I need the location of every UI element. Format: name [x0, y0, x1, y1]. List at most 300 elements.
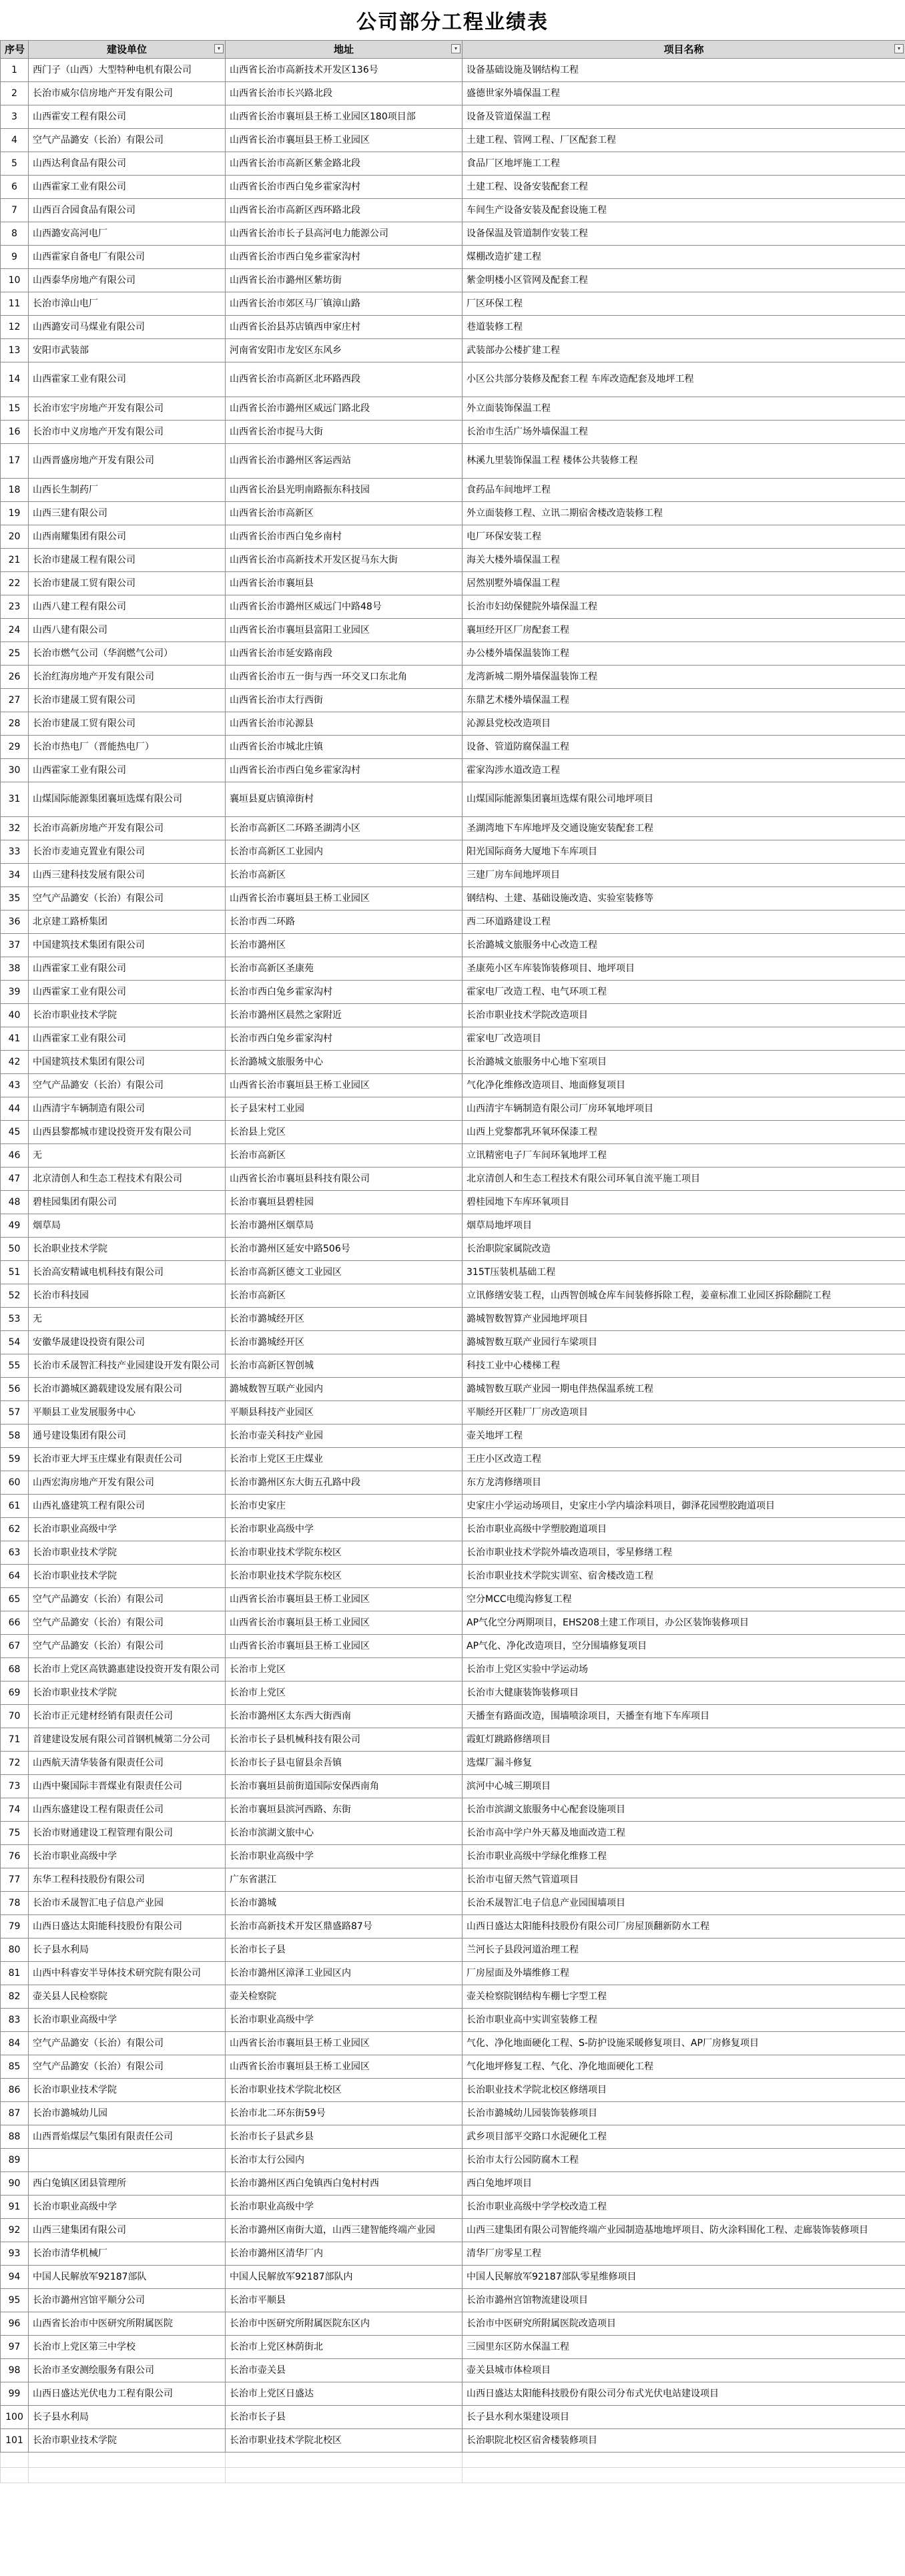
cell-no[interactable]: 38 [1, 957, 29, 981]
cell-no[interactable]: 33 [1, 840, 29, 864]
table-row[interactable] [1, 1518, 905, 1541]
cell-project[interactable]: 盛德世家外墙保温工程 [463, 82, 905, 105]
table-row[interactable] [1, 1308, 905, 1331]
cell-no[interactable]: 28 [1, 712, 29, 736]
cell-unit[interactable]: 长治市职业技术学院 [29, 1541, 226, 1565]
cell-project[interactable]: 中国人民解放军92187部队零星维修项目 [463, 2266, 905, 2289]
table-row[interactable] [1, 1121, 905, 1144]
cell-unit[interactable]: 山西八建有限公司 [29, 619, 226, 642]
cell-address[interactable]: 长治市上党区 [226, 1682, 463, 1705]
cell-address[interactable]: 山西省长治市五一街与西一环交叉口东北角 [226, 666, 463, 689]
cell-no[interactable]: 79 [1, 1915, 29, 1939]
cell-project[interactable]: 紫金明楼小区管网及配套工程 [463, 269, 905, 292]
table-row[interactable] [1, 1214, 905, 1238]
cell-no[interactable]: 15 [1, 397, 29, 421]
cell-no[interactable]: 66 [1, 1611, 29, 1635]
cell-address[interactable]: 长治市高新区 [226, 864, 463, 887]
cell-no[interactable]: 42 [1, 1051, 29, 1074]
cell-unit[interactable]: 长子县水利局 [29, 1939, 226, 1962]
cell-no[interactable]: 46 [1, 1144, 29, 1168]
cell-no[interactable]: 81 [1, 1962, 29, 1985]
cell-no[interactable]: 31 [1, 782, 29, 817]
cell-project[interactable]: 山西日盛达太阳能科技股份有限公司分布式光伏电站建设项目 [463, 2382, 905, 2406]
cell-address[interactable]: 长治市职业技术学院北校区 [226, 2079, 463, 2102]
cell-address[interactable]: 长治市西二环路 [226, 911, 463, 934]
cell-project[interactable]: 山煤国际能源集团襄垣选煤有限公司地坪项目 [463, 782, 905, 817]
table-row[interactable] [1, 1051, 905, 1074]
table-row[interactable] [1, 817, 905, 840]
table-row[interactable] [1, 1425, 905, 1448]
table-row[interactable] [1, 1074, 905, 1097]
cell-address[interactable]: 山西省长治市襄垣县富阳工业园区 [226, 619, 463, 642]
cell-project[interactable]: 巷道装修工程 [463, 316, 905, 339]
table-row[interactable] [1, 642, 905, 666]
header-no[interactable] [1, 41, 29, 59]
table-row[interactable] [1, 2032, 905, 2055]
table-row[interactable] [1, 339, 905, 362]
cell-project[interactable]: 史家庄小学运动场项目，史家庄小学内墙涂料项目，御泽花园塑胶跑道项目 [463, 1495, 905, 1518]
cell-address[interactable]: 山西省长治市襄垣县王桥工业园区 [226, 887, 463, 911]
cell-address[interactable]: 长治市上党区王庄煤业 [226, 1448, 463, 1471]
cell-project[interactable]: 山西上党黎都乳环氧环保漆工程 [463, 1121, 905, 1144]
table-row[interactable] [1, 1261, 905, 1284]
empty-cell[interactable] [1, 2453, 29, 2468]
cell-address[interactable]: 长治市潞城 [226, 1892, 463, 1915]
cell-no[interactable]: 7 [1, 199, 29, 222]
table-row[interactable] [1, 176, 905, 199]
cell-unit[interactable]: 长治市潞城区潞载建设发展有限公司 [29, 1378, 226, 1401]
cell-project[interactable]: 潞城智数互联产业园一期电伴热保温系统工程 [463, 1378, 905, 1401]
cell-no[interactable]: 88 [1, 2125, 29, 2149]
cell-project[interactable]: 长治市上党区实验中学运动场 [463, 1658, 905, 1682]
cell-unit[interactable]: 长治市职业技术学院 [29, 1682, 226, 1705]
cell-project[interactable]: 长治职院北校区宿舍楼装修项目 [463, 2429, 905, 2453]
cell-no[interactable]: 8 [1, 222, 29, 246]
cell-address[interactable]: 襄垣县夏店镇漳街村 [226, 782, 463, 817]
cell-no[interactable]: 90 [1, 2172, 29, 2196]
cell-project[interactable]: 煤棚改造扩建工程 [463, 246, 905, 269]
cell-unit[interactable]: 长治市高新房地产开发有限公司 [29, 817, 226, 840]
cell-address[interactable]: 山西省长治市潞州区客运西站 [226, 444, 463, 479]
cell-unit[interactable]: 东华工程科技股份有限公司 [29, 1868, 226, 1892]
cell-no[interactable]: 77 [1, 1868, 29, 1892]
cell-address[interactable]: 山西省长治市襄垣县王桥工业园区 [226, 1074, 463, 1097]
cell-address[interactable]: 山西省长治县光明南路振东科技园 [226, 479, 463, 502]
cell-project[interactable]: 设备、管道防腐保温工程 [463, 736, 905, 759]
cell-project[interactable]: 霍家电厂改造项目 [463, 1027, 905, 1051]
cell-address[interactable]: 长治市上党区日盛达 [226, 2382, 463, 2406]
cell-unit[interactable]: 长治市职业技术学院 [29, 2079, 226, 2102]
table-row[interactable] [1, 1331, 905, 1354]
cell-address[interactable]: 山西省长治市襄垣县王桥工业园区 [226, 2055, 463, 2079]
cell-address[interactable]: 长治市职业高级中学 [226, 1845, 463, 1868]
cell-no[interactable]: 29 [1, 736, 29, 759]
cell-unit[interactable]: 长治市中义房地产开发有限公司 [29, 421, 226, 444]
cell-project[interactable]: 长治市大健康装饰装修项目 [463, 1682, 905, 1705]
cell-project[interactable]: 阳光国际商务大厦地下车库项目 [463, 840, 905, 864]
cell-no[interactable]: 16 [1, 421, 29, 444]
cell-project[interactable]: 三建厂房车间地坪项目 [463, 864, 905, 887]
cell-project[interactable]: 壶关地坪工程 [463, 1425, 905, 1448]
table-row[interactable] [1, 1541, 905, 1565]
table-row[interactable] [1, 1495, 905, 1518]
table-row[interactable] [1, 1168, 905, 1191]
cell-no[interactable]: 18 [1, 479, 29, 502]
cell-no[interactable]: 63 [1, 1541, 29, 1565]
cell-no[interactable]: 6 [1, 176, 29, 199]
cell-no[interactable]: 68 [1, 1658, 29, 1682]
table-row[interactable] [1, 1097, 905, 1121]
cell-no[interactable]: 35 [1, 887, 29, 911]
cell-no[interactable]: 87 [1, 2102, 29, 2125]
cell-unit[interactable]: 北京建工路桥集团 [29, 911, 226, 934]
table-row[interactable] [1, 1471, 905, 1495]
cell-address[interactable]: 长治市高新区智创城 [226, 1354, 463, 1378]
table-row[interactable] [1, 2009, 905, 2032]
cell-no[interactable]: 65 [1, 1588, 29, 1611]
table-row[interactable] [1, 2382, 905, 2406]
cell-project[interactable]: 长治职业技术学院北校区修缮项目 [463, 2079, 905, 2102]
table-row[interactable] [1, 2429, 905, 2453]
cell-unit[interactable]: 山西东盛建设工程有限责任公司 [29, 1798, 226, 1822]
cell-address[interactable]: 山西省长治市长兴路北段 [226, 82, 463, 105]
cell-no[interactable]: 23 [1, 595, 29, 619]
cell-project[interactable]: AP气化空分两期项目，EHS208土建工作项目，办公区装饰装修项目 [463, 1611, 905, 1635]
cell-no[interactable]: 3 [1, 105, 29, 129]
empty-row[interactable] [1, 2468, 905, 2483]
cell-address[interactable]: 长治市长子县武乡县 [226, 2125, 463, 2149]
empty-cell[interactable] [29, 2453, 226, 2468]
table-row[interactable] [1, 549, 905, 572]
cell-no[interactable]: 84 [1, 2032, 29, 2055]
table-row[interactable] [1, 1962, 905, 1985]
cell-unit[interactable]: 山西三建科技发展有限公司 [29, 864, 226, 887]
cell-no[interactable]: 22 [1, 572, 29, 595]
cell-no[interactable]: 83 [1, 2009, 29, 2032]
cell-no[interactable]: 60 [1, 1471, 29, 1495]
cell-no[interactable]: 97 [1, 2336, 29, 2359]
table-row[interactable] [1, 1868, 905, 1892]
cell-no[interactable]: 21 [1, 549, 29, 572]
cell-project[interactable]: 电厂环保安装工程 [463, 525, 905, 549]
cell-address[interactable]: 长治市滨湖文旅中心 [226, 1822, 463, 1845]
cell-unit[interactable]: 山西中科睿安半导体技术研究院有限公司 [29, 1962, 226, 1985]
table-row[interactable] [1, 1775, 905, 1798]
cell-unit[interactable]: 空气产品潞安（长治）有限公司 [29, 129, 226, 152]
cell-no[interactable]: 71 [1, 1728, 29, 1752]
cell-no[interactable]: 27 [1, 689, 29, 712]
empty-cell[interactable] [463, 2453, 905, 2468]
cell-project[interactable]: 西白兔地坪项目 [463, 2172, 905, 2196]
cell-address[interactable]: 长治市潞州区延安中路506号 [226, 1238, 463, 1261]
cell-unit[interactable]: 长治市职业高级中学 [29, 1845, 226, 1868]
cell-unit[interactable]: 山西霍家工业有限公司 [29, 362, 226, 397]
table-row[interactable] [1, 1658, 905, 1682]
cell-address[interactable]: 长治市壶关县 [226, 2359, 463, 2382]
cell-unit[interactable]: 长治市禾晟智汇科技产业园建设开发有限公司 [29, 1354, 226, 1378]
table-row[interactable] [1, 1144, 905, 1168]
cell-unit[interactable]: 山西霍安工程有限公司 [29, 105, 226, 129]
table-row[interactable] [1, 129, 905, 152]
cell-unit[interactable]: 山西晋盛房地产开发有限公司 [29, 444, 226, 479]
cell-address[interactable]: 长治市潞州区 [226, 934, 463, 957]
cell-unit[interactable]: 长治市建晟工贸有限公司 [29, 712, 226, 736]
cell-project[interactable]: 立讯修缮安装工程，山西智创城仓库车间装修拆除工程，姜童标准工业园区拆除翻院工程 [463, 1284, 905, 1308]
cell-unit[interactable]: 中国建筑技术集团有限公司 [29, 934, 226, 957]
cell-no[interactable]: 10 [1, 269, 29, 292]
cell-unit[interactable]: 长治市宏宇房地产开发有限公司 [29, 397, 226, 421]
cell-project[interactable]: 长治市太行公园防腐木工程 [463, 2149, 905, 2172]
cell-no[interactable]: 25 [1, 642, 29, 666]
table-row[interactable] [1, 840, 905, 864]
cell-unit[interactable]: 空气产品潞安（长治）有限公司 [29, 887, 226, 911]
cell-no[interactable]: 12 [1, 316, 29, 339]
cell-unit[interactable]: 长治市职业高级中学 [29, 2196, 226, 2219]
cell-project[interactable]: 气化、净化地面硬化工程、S-防护设施采暖修复项目、AP厂房修复项目 [463, 2032, 905, 2055]
cell-address[interactable]: 长治市长子县屯留县余吾镇 [226, 1752, 463, 1775]
cell-no[interactable]: 39 [1, 981, 29, 1004]
cell-unit[interactable]: 山西八建工程有限公司 [29, 595, 226, 619]
cell-no[interactable]: 1 [1, 59, 29, 82]
cell-unit[interactable] [29, 2149, 226, 2172]
cell-no[interactable]: 67 [1, 1635, 29, 1658]
cell-address[interactable]: 山西省长治市西白兔乡南村 [226, 525, 463, 549]
cell-address[interactable]: 山西省长治市襄垣县王桥工业园区 [226, 1635, 463, 1658]
cell-project[interactable]: 平顺经开区鞋厂厂房改造项目 [463, 1401, 905, 1425]
cell-unit[interactable]: 山西三建有限公司 [29, 502, 226, 525]
table-row[interactable] [1, 595, 905, 619]
cell-unit[interactable]: 山西潞安高河电厂 [29, 222, 226, 246]
cell-project[interactable]: 长治市潞城幼儿园装饰装修项目 [463, 2102, 905, 2125]
cell-no[interactable]: 57 [1, 1401, 29, 1425]
cell-unit[interactable]: 碧桂园集团有限公司 [29, 1191, 226, 1214]
empty-cell[interactable] [463, 2468, 905, 2483]
cell-project[interactable]: 滨河中心城三期项目 [463, 1775, 905, 1798]
cell-address[interactable]: 山西省长治市沁源县 [226, 712, 463, 736]
cell-unit[interactable]: 山西三建集团有限公司 [29, 2219, 226, 2242]
cell-unit[interactable]: 长治高安精诚电机科技有限公司 [29, 1261, 226, 1284]
cell-unit[interactable]: 长治市职业技术学院 [29, 2429, 226, 2453]
cell-no[interactable]: 51 [1, 1261, 29, 1284]
cell-address[interactable]: 山西省长治市延安路南段 [226, 642, 463, 666]
cell-no[interactable]: 9 [1, 246, 29, 269]
cell-unit[interactable]: 山西百合园食品有限公司 [29, 199, 226, 222]
cell-project[interactable]: 东鼎艺术楼外墙保温工程 [463, 689, 905, 712]
cell-no[interactable]: 30 [1, 759, 29, 782]
empty-cell[interactable] [226, 2468, 463, 2483]
cell-project[interactable]: 设备基础设施及钢结构工程 [463, 59, 905, 82]
table-row[interactable] [1, 1915, 905, 1939]
cell-address[interactable]: 长治市潞州区漳泽工业园区内 [226, 1962, 463, 1985]
table-row[interactable] [1, 199, 905, 222]
cell-no[interactable]: 4 [1, 129, 29, 152]
cell-unit[interactable]: 长治市潞城幼儿园 [29, 2102, 226, 2125]
cell-address[interactable]: 长治市高新区圣康苑 [226, 957, 463, 981]
cell-address[interactable]: 长治市职业高级中学 [226, 2196, 463, 2219]
cell-no[interactable]: 26 [1, 666, 29, 689]
table-row[interactable] [1, 222, 905, 246]
cell-address[interactable]: 长治市襄垣县前街道国际安保西南角 [226, 1775, 463, 1798]
cell-unit[interactable]: 安徽华晟建设投资有限公司 [29, 1331, 226, 1354]
cell-unit[interactable]: 山西清宇车辆制造有限公司 [29, 1097, 226, 1121]
cell-no[interactable]: 73 [1, 1775, 29, 1798]
cell-unit[interactable]: 西门子（山西）大型特种电机有限公司 [29, 59, 226, 82]
table-row[interactable] [1, 502, 905, 525]
cell-project[interactable]: 霍家电厂改造工程、电气环项工程 [463, 981, 905, 1004]
table-row[interactable] [1, 2266, 905, 2289]
cell-unit[interactable]: 山西南耀集团有限公司 [29, 525, 226, 549]
filter-dropdown-icon[interactable]: ▾ [214, 44, 224, 53]
table-row[interactable] [1, 689, 905, 712]
table-row[interactable] [1, 1939, 905, 1962]
cell-address[interactable]: 长治市潞城经开区 [226, 1331, 463, 1354]
table-row[interactable] [1, 2149, 905, 2172]
table-row[interactable] [1, 1611, 905, 1635]
cell-address[interactable]: 长治市襄垣县滨河西路、东街 [226, 1798, 463, 1822]
cell-unit[interactable]: 长治市清华机械厂 [29, 2242, 226, 2266]
cell-unit[interactable]: 山西达利食品有限公司 [29, 152, 226, 176]
cell-address[interactable]: 长治市上党区 [226, 1658, 463, 1682]
cell-no[interactable]: 49 [1, 1214, 29, 1238]
cell-no[interactable]: 64 [1, 1565, 29, 1588]
cell-address[interactable]: 长治市潞州区烟草局 [226, 1214, 463, 1238]
cell-project[interactable]: 长治职院家属院改造 [463, 1238, 905, 1261]
cell-project[interactable]: 圣康苑小区车库装饰装修项目、地坪项目 [463, 957, 905, 981]
cell-unit[interactable]: 山西霍家工业有限公司 [29, 957, 226, 981]
table-row[interactable] [1, 479, 905, 502]
cell-address[interactable]: 山西省长治市襄垣县 [226, 572, 463, 595]
table-row[interactable] [1, 572, 905, 595]
cell-address[interactable]: 长治潞城文旅服务中心 [226, 1051, 463, 1074]
cell-unit[interactable]: 山西长生制药厂 [29, 479, 226, 502]
cell-project[interactable]: 长治市高中学户外天幕及地面改造工程 [463, 1822, 905, 1845]
cell-unit[interactable]: 长治市漳山电厂 [29, 292, 226, 316]
cell-project[interactable]: 东方龙湾修缮项目 [463, 1471, 905, 1495]
cell-project[interactable]: 山西三建集团有限公司智能终端产业园制造基地地坪项目、防火涂料围化工程、走廊装饰装修项目 [463, 2219, 905, 2242]
cell-no[interactable]: 36 [1, 911, 29, 934]
cell-unit[interactable]: 山西礼盛建筑工程有限公司 [29, 1495, 226, 1518]
table-row[interactable] [1, 2336, 905, 2359]
cell-address[interactable]: 长治市职业高级中学 [226, 2009, 463, 2032]
cell-unit[interactable]: 长治职业技术学院 [29, 1238, 226, 1261]
table-row[interactable] [1, 1284, 905, 1308]
cell-no[interactable]: 50 [1, 1238, 29, 1261]
cell-unit[interactable]: 空气产品潞安（长治）有限公司 [29, 2032, 226, 2055]
cell-no[interactable]: 55 [1, 1354, 29, 1378]
cell-unit[interactable]: 安阳市武装部 [29, 339, 226, 362]
cell-project[interactable]: 外立面装修工程、立讯二期宿舍楼改造装修工程 [463, 502, 905, 525]
cell-project[interactable]: 长治潞城文旅服务中心改造工程 [463, 934, 905, 957]
cell-unit[interactable]: 山西省长治市中医研究所附属医院 [29, 2312, 226, 2336]
cell-no[interactable]: 34 [1, 864, 29, 887]
cell-project[interactable]: 龙湾新城二期外墙保温装饰工程 [463, 666, 905, 689]
cell-unit[interactable]: 烟草局 [29, 1214, 226, 1238]
cell-address[interactable]: 山西省长治市高新技术开发区捉马东大街 [226, 549, 463, 572]
table-row[interactable] [1, 759, 905, 782]
cell-no[interactable]: 53 [1, 1308, 29, 1331]
cell-no[interactable]: 37 [1, 934, 29, 957]
cell-project[interactable]: 食药品车间地坪工程 [463, 479, 905, 502]
cell-address[interactable]: 长治市高新区 [226, 1284, 463, 1308]
cell-no[interactable]: 13 [1, 339, 29, 362]
cell-address[interactable]: 长治市潞州区晨然之家附近 [226, 1004, 463, 1027]
cell-address[interactable]: 山西省长治市高新区 [226, 502, 463, 525]
cell-project[interactable]: 居然别墅外墙保温工程 [463, 572, 905, 595]
cell-address[interactable]: 长治市潞州区南街大道，山西三建智能终端产业园 [226, 2219, 463, 2242]
cell-unit[interactable]: 山西霍家工业有限公司 [29, 176, 226, 199]
cell-address[interactable]: 长治市西白兔乡霍家沟村 [226, 981, 463, 1004]
cell-unit[interactable]: 长治市职业高级中学 [29, 2009, 226, 2032]
cell-no[interactable]: 70 [1, 1705, 29, 1728]
table-row[interactable] [1, 421, 905, 444]
cell-project[interactable]: 315T压装机基础工程 [463, 1261, 905, 1284]
cell-project[interactable]: 外立面装饰保温工程 [463, 397, 905, 421]
table-row[interactable] [1, 864, 905, 887]
table-row[interactable] [1, 887, 905, 911]
cell-no[interactable]: 19 [1, 502, 29, 525]
cell-no[interactable]: 96 [1, 2312, 29, 2336]
cell-address[interactable]: 中国人民解放军92187部队内 [226, 2266, 463, 2289]
cell-unit[interactable]: 长治市圣安测绘服务有限公司 [29, 2359, 226, 2382]
cell-project[interactable]: 山西日盛达太阳能科技股份有限公司厂房屋顶翻新防水工程 [463, 1915, 905, 1939]
table-row[interactable] [1, 934, 905, 957]
table-row[interactable] [1, 1027, 905, 1051]
cell-project[interactable]: 碧桂园地下车库环氧项目 [463, 1191, 905, 1214]
table-row[interactable] [1, 2196, 905, 2219]
cell-project[interactable]: 食品厂区地坪施工工程 [463, 152, 905, 176]
filter-dropdown-icon[interactable]: ▾ [894, 44, 904, 53]
cell-unit[interactable]: 长治市禾晟智汇电子信息产业园 [29, 1892, 226, 1915]
cell-project[interactable]: 长治市潞州宫馆物流建设项目 [463, 2289, 905, 2312]
table-row[interactable] [1, 1401, 905, 1425]
cell-unit[interactable]: 山西霍家工业有限公司 [29, 759, 226, 782]
table-row[interactable] [1, 981, 905, 1004]
cell-address[interactable]: 长治市壶关科技产业园 [226, 1425, 463, 1448]
cell-unit[interactable]: 长治市建晟工程有限公司 [29, 549, 226, 572]
cell-project[interactable]: 西二环道路建设工程 [463, 911, 905, 934]
table-row[interactable] [1, 1354, 905, 1378]
table-row[interactable] [1, 444, 905, 479]
cell-project[interactable]: 圣湖湾地下车库地坪及交通设施安装配套工程 [463, 817, 905, 840]
cell-project[interactable]: 土建工程、管网工程、厂区配套工程 [463, 129, 905, 152]
cell-address[interactable]: 长治市高新区德文工业园区 [226, 1261, 463, 1284]
cell-project[interactable]: 长治市中医研究所附属医院改造项目 [463, 2312, 905, 2336]
cell-address[interactable]: 长治市史家庄 [226, 1495, 463, 1518]
cell-no[interactable]: 54 [1, 1331, 29, 1354]
cell-project[interactable]: 厂区环保工程 [463, 292, 905, 316]
cell-address[interactable]: 山西省长治市西白兔乡霍家沟村 [226, 176, 463, 199]
cell-no[interactable]: 14 [1, 362, 29, 397]
cell-unit[interactable]: 长治市职业技术学院 [29, 1565, 226, 1588]
empty-cell[interactable] [29, 2468, 226, 2483]
table-row[interactable] [1, 2289, 905, 2312]
cell-address[interactable]: 长治市潞城经开区 [226, 1308, 463, 1331]
cell-address[interactable]: 长治市上党区林荫街北 [226, 2336, 463, 2359]
cell-project[interactable]: 襄垣经开区厂房配套工程 [463, 619, 905, 642]
cell-address[interactable]: 山西省长治市襄垣县王桥工业园区 [226, 2032, 463, 2055]
cell-unit[interactable]: 长治市科技园 [29, 1284, 226, 1308]
cell-unit[interactable]: 长治市建晟工贸有限公司 [29, 572, 226, 595]
cell-no[interactable]: 93 [1, 2242, 29, 2266]
cell-project[interactable]: 土建工程、设备安装配套工程 [463, 176, 905, 199]
cell-address[interactable]: 山西省长治市潞州区紫坊街 [226, 269, 463, 292]
cell-unit[interactable]: 山西晋焰煤层气集团有限责任公司 [29, 2125, 226, 2149]
cell-address[interactable]: 长治市高新区工业园内 [226, 840, 463, 864]
cell-address[interactable]: 长治市太行公园内 [226, 2149, 463, 2172]
cell-address[interactable]: 山西省长治市襄垣县科技有限公司 [226, 1168, 463, 1191]
cell-address[interactable]: 山西省长治市捉马大街 [226, 421, 463, 444]
cell-project[interactable]: 霍家沟涉水道改造工程 [463, 759, 905, 782]
